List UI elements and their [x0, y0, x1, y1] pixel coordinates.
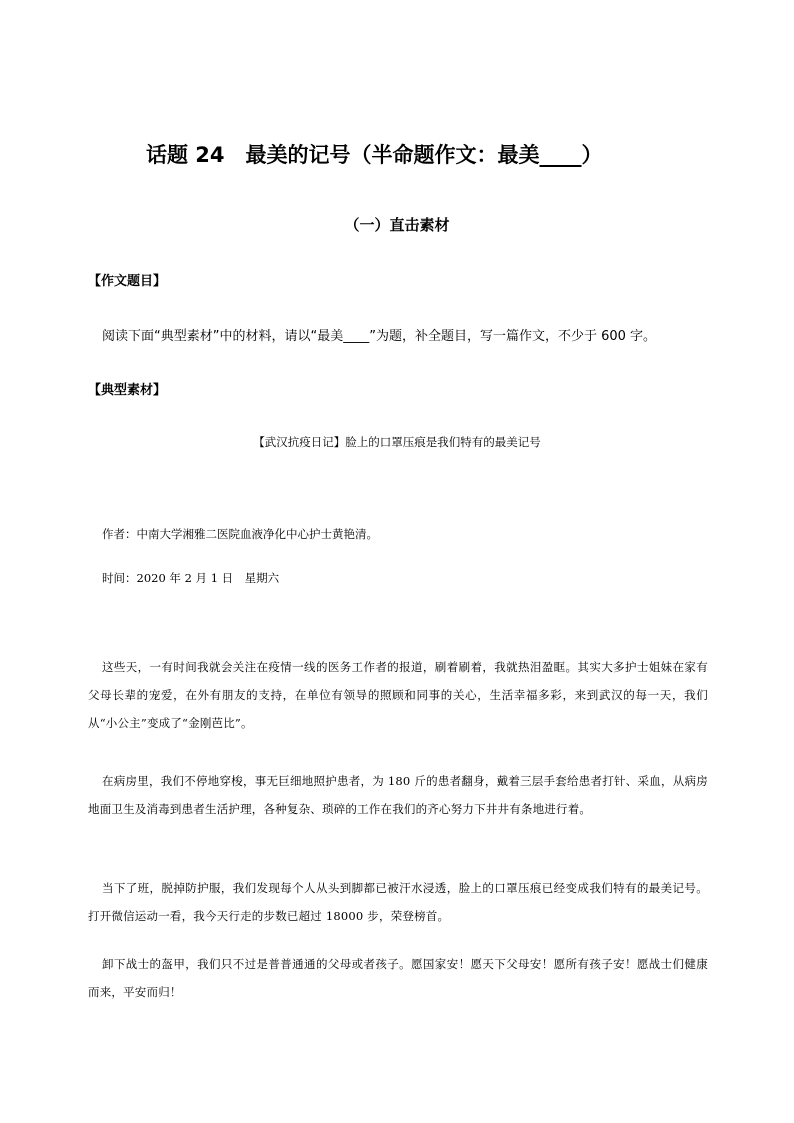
prompt-heading: 【作文题目】	[88, 274, 167, 289]
material-heading: 【典型素材】	[88, 383, 167, 398]
section-subtitle: （一）直击素材	[344, 216, 450, 234]
article-paragraph: 当下了班，脱掉防护服，我们发现每个人从头到脚都已被汗水浸透，脸上的口罩压痕已经变成我们特有的最美记号。打开微信运动一看，我今天行走的步数已超过 18000 步，荣登榜首。	[88, 881, 708, 923]
article-paragraph: 卸下战士的盔甲，我们只不过是普普通通的父母或者孩子。愿国家安！愿天下父母安！愿所有孩子安！愿战士们健康而来，平安而归！	[88, 957, 708, 999]
page-title: 话题 24 最美的记号（半命题作文：最美____）	[146, 143, 603, 167]
prompt-text: 阅读下面“典型素材”中的材料，请以“最美____”为题，补全题目，写一篇作文，不少于 600 字。	[102, 329, 657, 344]
article-date: 时间：2020 年 2 月 1 日 星期六	[102, 571, 280, 585]
article-paragraph: 这些天，一有时间我就会关注在疫情一线的医务工作者的报道，刷着刷着，我就热泪盈眶。其实大多护士姐妹在家有父母长辈的宠爱，在外有朋友的支持，在单位有领导的照顾和同事的关心，生活幸福多彩，来到武汉的每一天，我们从“小公主”变成了“金刚芭比”。	[88, 660, 708, 730]
article-paragraph: 在病房里，我们不停地穿梭，事无巨细地照护患者，为 180 斤的患者翻身，戴着三层手套给患者打针、采血，从病房地面卫生及消毒到患者生活护理，各种复杂、琐碎的工作在我们的齐心努力下井井有条地进行着。	[88, 774, 708, 816]
article-author: 作者：中南大学湘雅二医院血液净化中心护士黄艳清。	[102, 527, 378, 541]
article-title: 【武汉抗疫日记】脸上的口罩压痕是我们特有的最美记号	[253, 435, 541, 449]
